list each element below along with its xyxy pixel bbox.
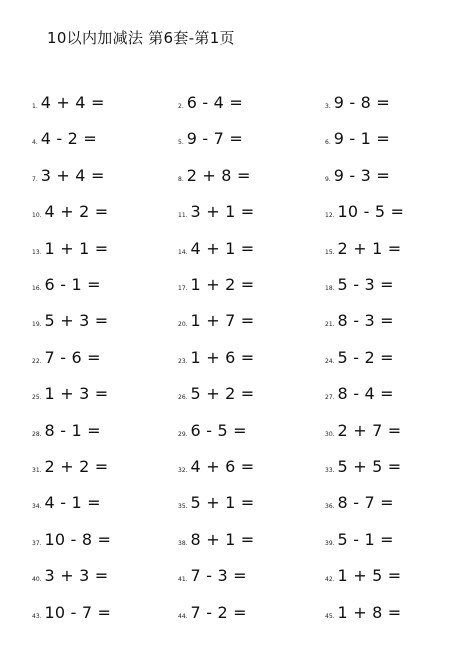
problem-item	[32, 93, 105, 112]
problem-item	[178, 129, 243, 148]
problem-expression: 4 + 6 =	[190, 457, 255, 476]
problem-number: 12.	[325, 212, 335, 220]
problem-number: 33.	[325, 467, 335, 474]
problem-expression: 4 + 4 =	[40, 93, 105, 112]
problem-item	[178, 421, 247, 440]
problem-expression: 7 - 2 =	[190, 602, 247, 622]
problem-expression: 1 + 6 =	[190, 347, 255, 367]
problem-expression: 5 + 5 =	[337, 457, 402, 476]
problem-item	[32, 311, 108, 330]
problem-item	[178, 384, 254, 403]
problem-item	[325, 202, 404, 221]
problem-expression: 9 - 1 =	[333, 129, 390, 149]
problem-item	[32, 603, 111, 622]
problem-number: 20.	[178, 321, 188, 329]
problem-expression: 8 + 1 =	[190, 529, 255, 549]
problem-item	[325, 239, 401, 258]
problem-number: 6.	[325, 139, 331, 147]
problem-number: 37.	[32, 539, 42, 547]
problem-number: 2.	[178, 103, 184, 110]
problem-number: 26.	[178, 394, 188, 402]
problem-expression: 6 - 5 =	[190, 420, 247, 440]
problem-expression: 10 - 5 =	[337, 202, 405, 222]
problem-item	[325, 384, 394, 403]
problem-item	[325, 603, 401, 622]
problem-expression: 2 + 7 =	[337, 420, 402, 440]
problem-expression: 8 - 4 =	[337, 384, 394, 404]
problem-number: 16.	[32, 285, 42, 292]
problem-item	[178, 275, 254, 294]
problem-expression: 1 + 5 =	[337, 566, 402, 586]
problem-item	[178, 239, 254, 258]
problem-item	[32, 384, 108, 403]
problem-number: 4.	[32, 139, 38, 147]
problem-number: 21.	[325, 321, 335, 329]
problem-item	[32, 421, 101, 440]
problem-number: 7.	[32, 175, 38, 183]
page-title: 10以内加减法 第6套-第1页	[47, 29, 235, 47]
problem-expression: 5 + 1 =	[190, 493, 255, 513]
problem-number: 5.	[178, 139, 184, 147]
problem-number: 30.	[325, 430, 335, 438]
problem-expression: 2 + 1 =	[337, 238, 402, 258]
problem-number: 13.	[32, 248, 42, 256]
problem-item	[325, 275, 394, 294]
problem-expression: 1 + 2 =	[190, 275, 255, 294]
problem-number: 14.	[178, 248, 188, 256]
problem-number: 32.	[178, 467, 188, 474]
problem-item	[325, 348, 394, 367]
problem-number: 42.	[325, 576, 335, 584]
problem-number: 10.	[32, 212, 42, 220]
problem-expression: 3 + 1 =	[190, 202, 255, 222]
problem-number: 18.	[325, 285, 335, 292]
problem-item	[178, 93, 243, 112]
problem-number: 25.	[32, 394, 42, 402]
problem-item	[178, 566, 247, 585]
problem-expression: 4 + 2 =	[44, 202, 109, 222]
problem-expression: 10 - 8 =	[44, 529, 112, 549]
problem-item	[325, 93, 390, 112]
problem-number: 27.	[325, 394, 335, 402]
problem-expression: 2 + 8 =	[186, 165, 251, 185]
problem-number: 44.	[178, 612, 188, 620]
problem-item	[325, 166, 390, 185]
problem-number: 29.	[178, 430, 188, 438]
problem-number: 40.	[32, 576, 42, 584]
problem-expression: 1 + 1 =	[44, 238, 109, 258]
problem-item	[325, 421, 401, 440]
problem-number: 45.	[325, 612, 335, 620]
problem-item	[178, 603, 247, 622]
problem-item	[32, 530, 111, 549]
problem-item	[32, 493, 101, 512]
problem-number: 3.	[325, 103, 331, 110]
problem-expression: 5 - 3 =	[337, 275, 394, 294]
problem-item	[32, 566, 108, 585]
problem-number: 34.	[32, 503, 42, 511]
problem-expression: 3 + 4 =	[40, 165, 105, 185]
problem-item	[32, 129, 97, 148]
problem-expression: 8 - 1 =	[44, 420, 101, 440]
problem-expression: 10 - 7 =	[44, 602, 112, 622]
problem-expression: 1 + 8 =	[337, 602, 402, 622]
problem-number: 35.	[178, 503, 188, 511]
problem-item	[325, 129, 390, 148]
problem-expression: 8 - 7 =	[337, 493, 394, 513]
problem-item	[178, 202, 254, 221]
problem-number: 43.	[32, 612, 42, 620]
problem-expression: 7 - 3 =	[190, 566, 247, 586]
problem-number: 31.	[32, 467, 42, 474]
problem-number: 38.	[178, 539, 188, 547]
problem-item	[32, 348, 101, 367]
problem-number: 1.	[32, 103, 38, 110]
problem-number: 41.	[178, 576, 188, 584]
problem-expression: 5 - 2 =	[337, 347, 394, 367]
problem-item	[178, 166, 251, 185]
problem-number: 22.	[32, 357, 42, 365]
problem-number: 39.	[325, 539, 335, 547]
problem-item	[325, 566, 401, 585]
problem-item	[325, 530, 394, 549]
problem-expression: 5 + 2 =	[190, 384, 255, 404]
problem-expression: 5 + 3 =	[44, 311, 109, 331]
problem-item	[32, 275, 101, 294]
problem-number: 15.	[325, 248, 335, 256]
problem-expression: 9 - 8 =	[333, 93, 390, 112]
problem-item	[325, 493, 394, 512]
problem-expression: 5 - 1 =	[337, 529, 394, 549]
problem-expression: 9 - 3 =	[333, 165, 390, 185]
problem-number: 36.	[325, 503, 335, 511]
problem-expression: 3 + 3 =	[44, 566, 109, 586]
problem-expression: 8 - 3 =	[337, 311, 394, 331]
problem-number: 9.	[325, 175, 331, 183]
problem-item	[178, 311, 254, 330]
problem-item	[32, 239, 108, 258]
problem-expression: 4 + 1 =	[190, 238, 255, 258]
problem-expression: 1 + 3 =	[44, 384, 109, 404]
problem-item	[178, 457, 254, 476]
problem-number: 24.	[325, 357, 335, 365]
problem-expression: 1 + 7 =	[190, 311, 255, 331]
problem-expression: 4 - 2 =	[40, 129, 97, 149]
problem-item	[178, 348, 254, 367]
problem-number: 8.	[178, 175, 184, 183]
problem-number: 23.	[178, 357, 188, 365]
problem-number: 28.	[32, 430, 42, 438]
problem-expression: 9 - 7 =	[186, 129, 243, 149]
problem-expression: 6 - 1 =	[44, 275, 101, 294]
problem-number: 17.	[178, 285, 188, 292]
problem-number: 19.	[32, 321, 42, 329]
problem-item	[178, 530, 254, 549]
problem-expression: 7 - 6 =	[44, 347, 101, 367]
problem-expression: 4 - 1 =	[44, 493, 101, 513]
problem-item	[32, 202, 108, 221]
problem-expression: 2 + 2 =	[44, 457, 109, 476]
problem-item	[32, 166, 105, 185]
problem-expression: 6 - 4 =	[186, 93, 243, 112]
problem-number: 11.	[178, 212, 188, 220]
problem-item	[32, 457, 108, 476]
problem-item	[325, 457, 401, 476]
problem-item	[325, 311, 394, 330]
problem-item	[178, 493, 254, 512]
